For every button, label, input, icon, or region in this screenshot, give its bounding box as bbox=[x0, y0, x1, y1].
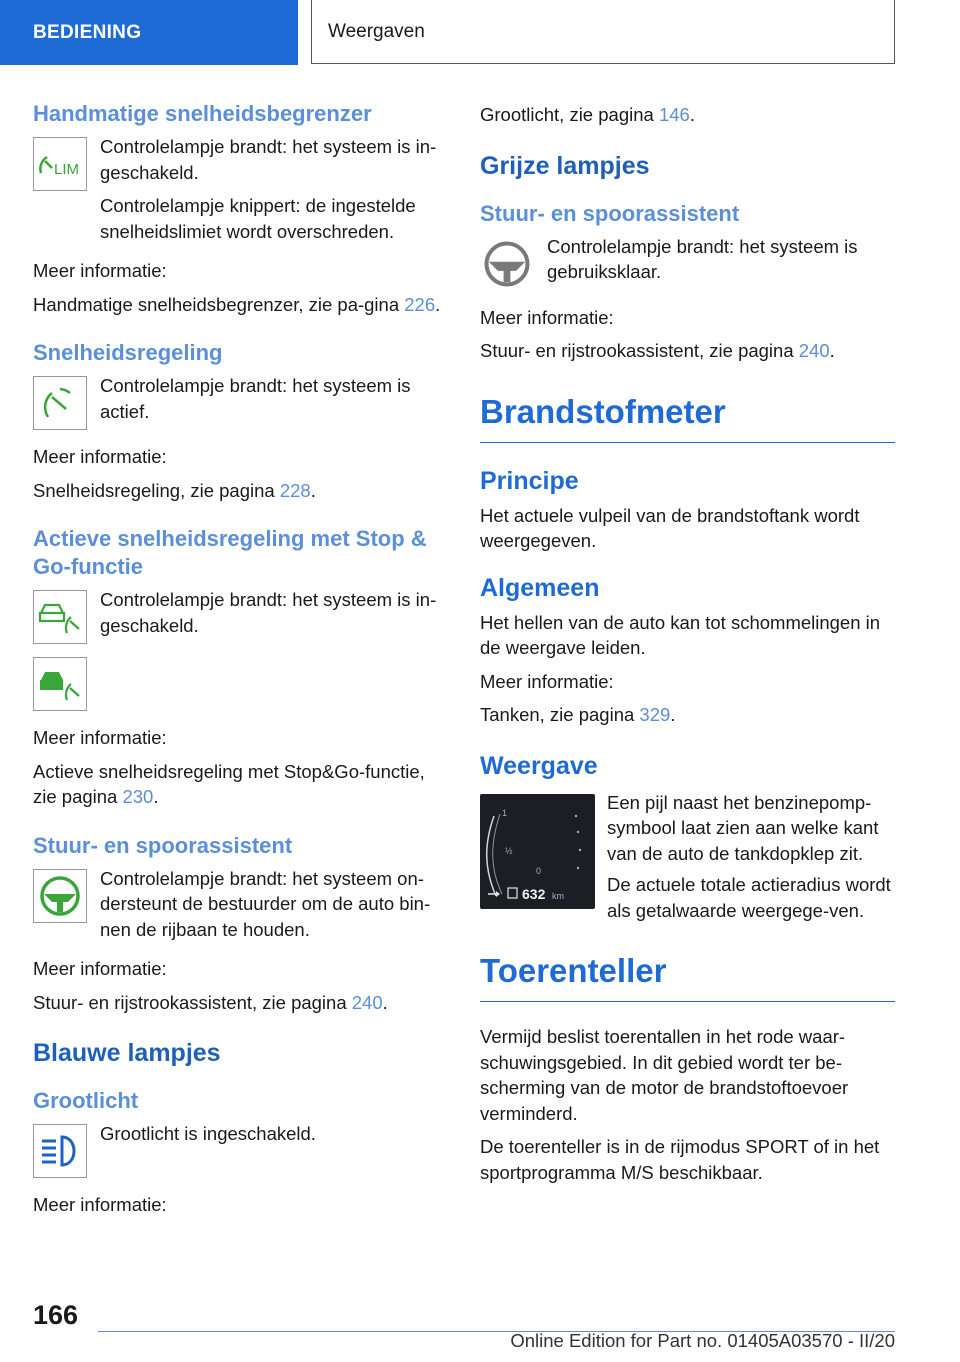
chapter-header bbox=[311, 0, 895, 64]
text-actief-brandt: Controlelampje brandt: het systeem is in-geschakeld. bbox=[100, 589, 437, 636]
reference-text: Snelheidsregeling, zie pagina 228. bbox=[33, 479, 316, 501]
heading-grootlicht: Grootlicht bbox=[33, 1088, 139, 1113]
heading-stuur-spoorassistent: Stuur- en spoorassistent bbox=[33, 832, 293, 858]
heading-handmatige-snelheidsbegrenzer: Handmatige snelheidsbegrenzer bbox=[33, 101, 372, 126]
meer-informatie: Meer informatie: bbox=[33, 958, 167, 979]
lamp-stuur-grey bbox=[480, 234, 895, 291]
lamp-stuur-green bbox=[33, 866, 448, 943]
page-link-230[interactable]: 230 bbox=[122, 786, 154, 807]
heading-toerenteller: Toerenteller bbox=[480, 951, 895, 1002]
steering-wheel-grey-icon bbox=[480, 237, 534, 291]
steering-wheel-icon bbox=[33, 869, 87, 923]
heading-principe: Principe bbox=[480, 466, 579, 495]
meer-informatie: Meer informatie: bbox=[33, 260, 167, 281]
heading-blauwe-lampjes: Blauwe lampjes bbox=[33, 1039, 221, 1067]
page-link-146[interactable]: 146 bbox=[658, 104, 690, 125]
reference-text: Grootlicht, zie pagina 146. bbox=[480, 104, 695, 125]
heading-actieve-snelheidsregeling: Actieve snelheidsregeling met Stop & Go-functie bbox=[33, 526, 427, 579]
text-toeren-sport: De toerenteller is in de rijmodus SPORT of in het sportprogramma M/S beschikbaar. bbox=[480, 1136, 880, 1183]
section-tab bbox=[0, 0, 298, 65]
meer-informatie: Meer informatie: bbox=[33, 1194, 167, 1215]
lamp-handmatig bbox=[33, 134, 448, 244]
reference-text: Handmatige snelheidsbegrenzer, zie pa-gina 226. bbox=[33, 293, 441, 315]
meer-informatie: Meer informatie: bbox=[480, 306, 614, 328]
lamp-grootlicht bbox=[33, 1121, 448, 1178]
weergave-block bbox=[480, 790, 895, 924]
heading-grijze-lampjes: Grijze lampjes bbox=[480, 151, 650, 180]
gauge-range: 632 bbox=[522, 885, 546, 902]
text-handmatig-knippert: Controlelampje knippert: de ingestelde snelheidslimiet wordt overschreden. bbox=[100, 195, 416, 242]
page-link-240[interactable]: 240 bbox=[798, 340, 830, 361]
page-number: 166 bbox=[33, 1300, 79, 1330]
heading-weergave: Weergave bbox=[480, 751, 598, 780]
text-algemeen: Het hellen van de auto kan tot schommelingen in de weergave leiden. bbox=[480, 611, 881, 658]
fuel-gauge-image bbox=[480, 794, 595, 909]
gauge-tick-0: 0 bbox=[536, 865, 542, 876]
reference-text: Actieve snelheidsregeling met Stop&Go-functie, zie pagina 230. bbox=[33, 760, 425, 807]
right-column bbox=[480, 100, 895, 1185]
cruise-control-icon bbox=[33, 376, 87, 430]
meer-informatie: Meer informatie: bbox=[480, 670, 614, 692]
gauge-tick-half: ½ bbox=[505, 845, 513, 856]
page-link-329[interactable]: 329 bbox=[639, 704, 671, 725]
text-stuur-brandt: Controlelampje brandt: het systeem on-dersteunt de bestuurder om de auto bin-nen de rijbaan te houden. bbox=[100, 867, 431, 940]
page-link-228[interactable]: 228 bbox=[279, 479, 311, 501]
lamp-actief-filled bbox=[33, 654, 448, 711]
meer-informatie: Meer informatie: bbox=[33, 446, 167, 467]
text-toeren-waarschuwing: Vermijd beslist toerentallen in het rode waar-schuwingsgebied. In dit gebied wordt ter be-scherming van de motor de brandstoftoevoer verminderd. bbox=[480, 1026, 849, 1124]
heading-algemeen: Algemeen bbox=[480, 573, 600, 602]
page-link-226[interactable]: 226 bbox=[404, 293, 436, 315]
reference-text: Tanken, zie pagina 329. bbox=[480, 704, 676, 725]
heading-snelheidsregeling: Snelheidsregeling bbox=[33, 340, 223, 365]
page-link-240[interactable]: 240 bbox=[351, 991, 383, 1013]
high-beam-icon bbox=[33, 1124, 87, 1178]
chapter-label: Weergaven bbox=[328, 20, 425, 42]
meer-informatie: Meer informatie: bbox=[33, 727, 167, 748]
text-stuur-gebruiksklaar: Controlelampje brandt: het systeem is gebruiksklaar. bbox=[547, 235, 858, 282]
text-grootlicht: Grootlicht is ingeschakeld. bbox=[100, 1123, 316, 1144]
lamp-snelheid bbox=[33, 373, 448, 430]
gauge-unit: km bbox=[552, 890, 564, 901]
speed-limiter-icon bbox=[33, 137, 87, 191]
section-label: BEDIENING bbox=[33, 21, 142, 43]
reference-text: Stuur- en rijstrookassistent, zie pagina 240. bbox=[480, 340, 835, 361]
lamp-actief bbox=[33, 587, 448, 644]
heading-brandstofmeter: Brandstofmeter bbox=[480, 392, 895, 443]
heading-stuur-spoorassistent-grey: Stuur- en spoorassistent bbox=[480, 200, 740, 226]
acc-car-filled-icon bbox=[33, 657, 87, 711]
text-handmatig-brandt: Controlelampje brandt: het systeem is in-geschakeld. bbox=[100, 136, 437, 183]
text-weergave-pijl: Een pijl naast het benzinepomp-symbool laat zien aan welke kant van de auto de tankdopklep zit. bbox=[607, 791, 879, 864]
acc-car-icon bbox=[33, 590, 87, 644]
svg-text:LIM: LIM bbox=[54, 161, 80, 178]
text-snelheid-brandt: Controlelampje brandt: het systeem is actief. bbox=[100, 375, 411, 422]
left-column bbox=[33, 100, 448, 1218]
reference-text: Stuur- en rijstrookassistent, zie pagina 240. bbox=[33, 991, 388, 1013]
text-weergave-actieradius: De actuele totale actieradius wordt als getalwaarde weergege-ven. bbox=[607, 874, 891, 921]
footer-edition: Online Edition for Part no. 01405A03570 - II/20 bbox=[510, 1330, 895, 1351]
gauge-tick-1: 1 bbox=[502, 807, 508, 818]
text-principe: Het actuele vulpeil van de brandstoftank wordt weergegeven. bbox=[480, 504, 860, 551]
